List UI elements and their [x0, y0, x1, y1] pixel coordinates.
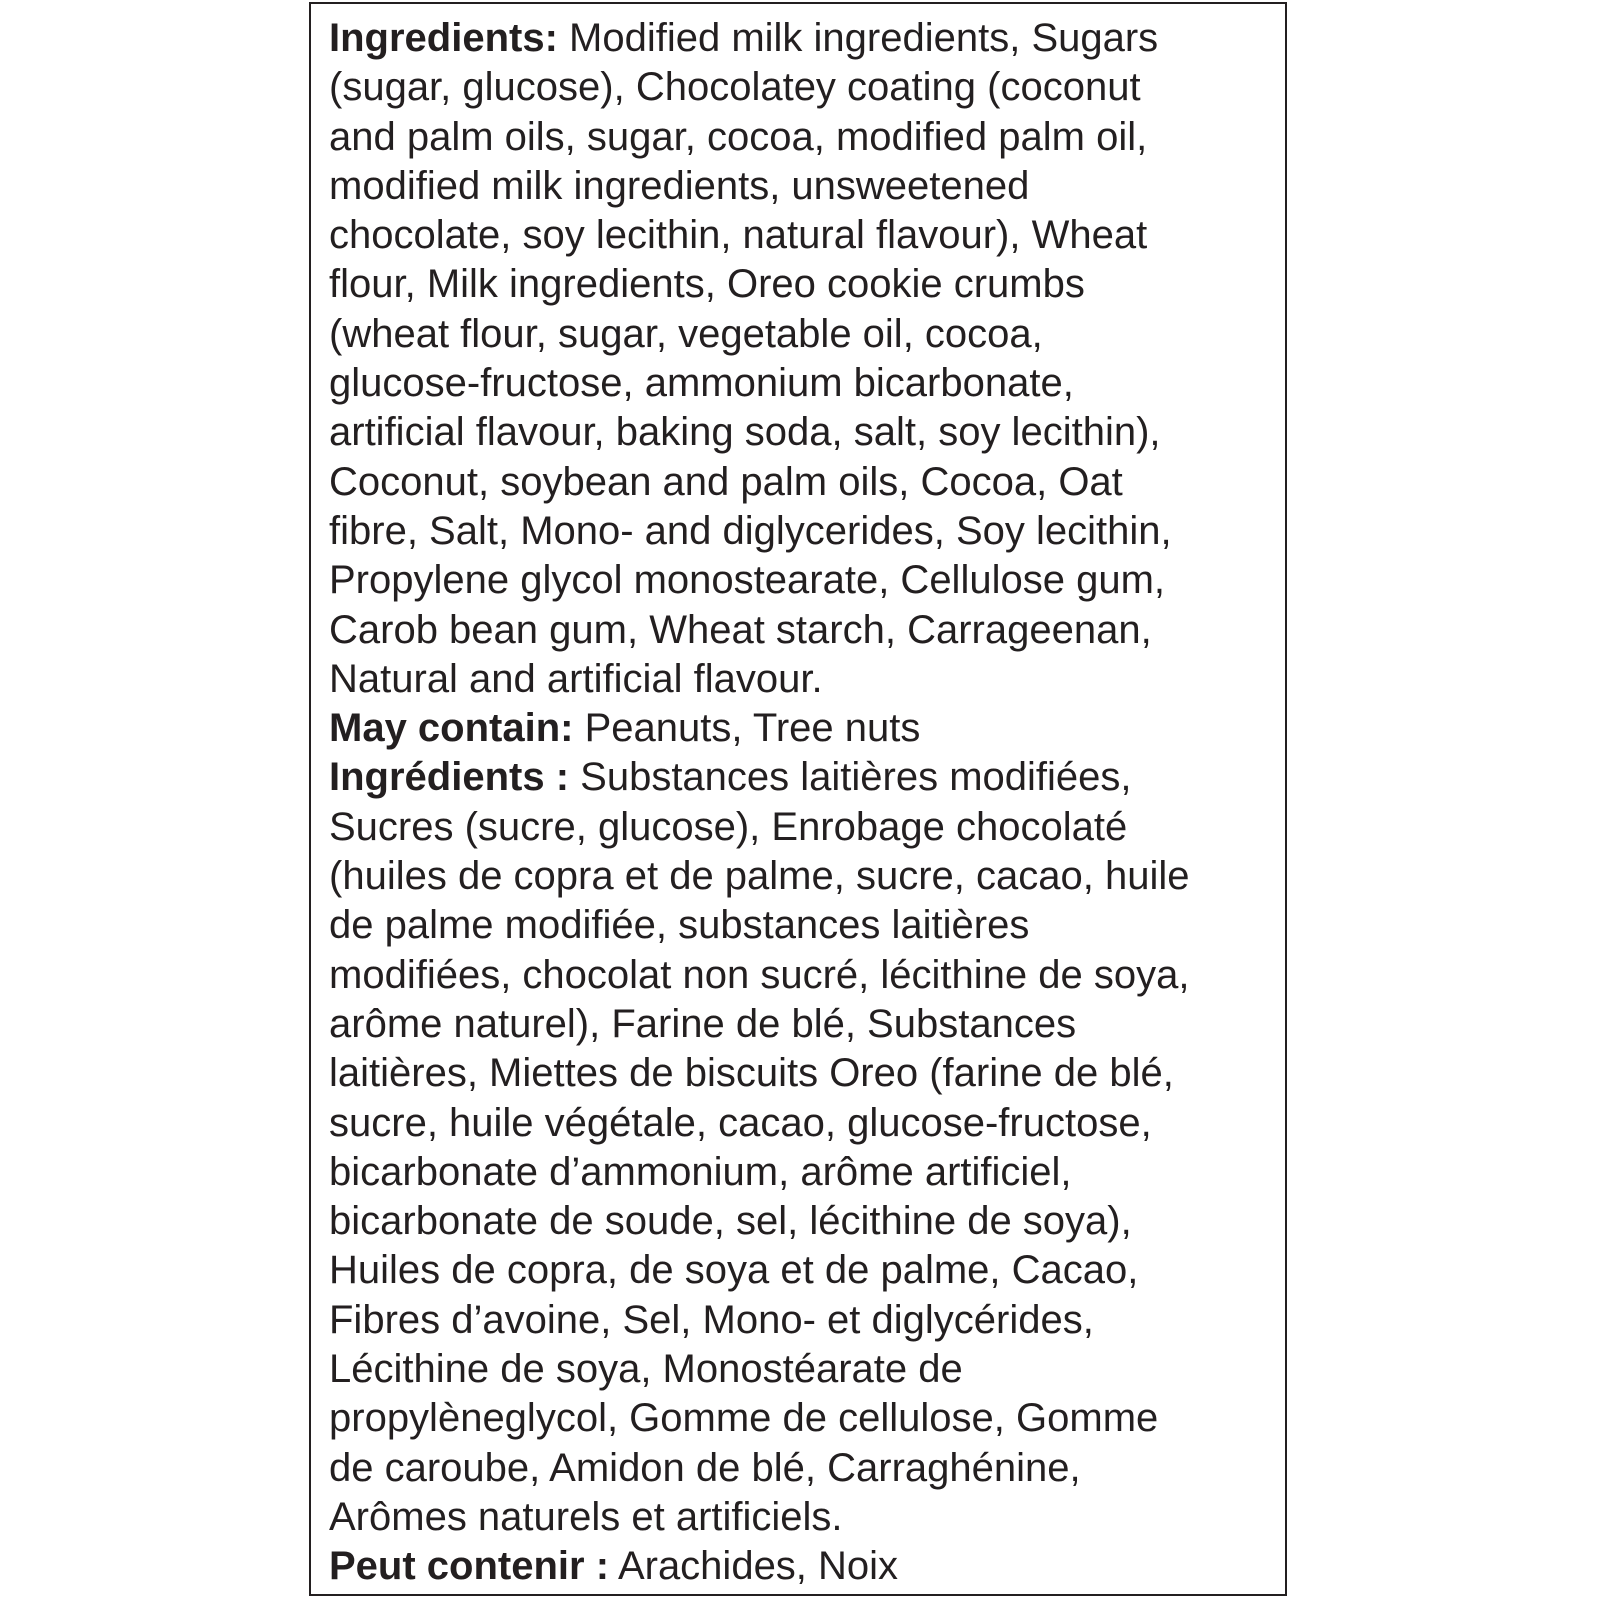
en-ingredients-line: fibre, Salt, Mono- and diglycerides, Soy lecithin, [329, 508, 1172, 553]
fr-ingredients-line: Huiles de copra, de soya et de palme, Cacao, [329, 1248, 1139, 1293]
en-ingredients-line: glucose-fructose, ammonium bicarbonate, [329, 361, 1074, 406]
en-ingredients-heading: Ingredients: [329, 16, 558, 60]
en-ingredients-line: chocolate, soy lecithin, natural flavour), Wheat [329, 213, 1148, 258]
fr-ingredients-line: bicarbonate d’ammonium, arôme artificiel, [329, 1149, 1072, 1194]
en-ingredients-line: flour, Milk ingredients, Oreo cookie crumbs [329, 262, 1085, 307]
fr-ingredients-line: de palme modifiée, substances laitières [329, 903, 1030, 948]
en-may-contain-line [329, 704, 1279, 753]
fr-ingredients-heading: Ingrédients : [329, 755, 570, 800]
fr-may-contain-line [329, 1542, 1279, 1591]
fr-ingredients-line: Lécithine de soya, Monostéarate de [329, 1347, 963, 1392]
fr-ingredients-line [329, 753, 1279, 802]
fr-ingredients-line: (huiles de copra et de palme, sucre, cacao, huile [329, 854, 1190, 899]
en-ingredients-line: Propylene glycol monostearate, Cellulose gum, [329, 558, 1165, 603]
en-ingredients-text: Modified milk ingredients, Sugars [557, 16, 1159, 60]
en-ingredients-line: modified milk ingredients, unsweetened [329, 163, 1030, 208]
en-may-contain-heading: May contain: [329, 706, 574, 751]
fr-may-contain-heading: Peut contenir : [329, 1544, 610, 1589]
en-ingredients-line: (wheat flour, sugar, vegetable oil, cocoa, [329, 311, 1043, 356]
fr-ingredients-line: Sucres (sucre, glucose), Enrobage chocolaté [329, 804, 1128, 849]
en-ingredients-line: and palm oils, sugar, cocoa, modified palm oil, [329, 114, 1148, 159]
fr-ingredients-line: de caroube, Amidon de blé, Carraghénine, [329, 1445, 1081, 1490]
fr-ingredients-line: arôme naturel), Farine de blé, Substances [329, 1001, 1077, 1046]
ingredients-label-panel [309, 2, 1287, 1596]
fr-ingredients-line: sucre, huile végétale, cacao, glucose-fructose, [329, 1100, 1152, 1145]
en-ingredients-line: artificial flavour, baking soda, salt, soy lecithin), [329, 410, 1161, 455]
fr-may-contain-text: Arachides, Noix [609, 1544, 899, 1589]
en-ingredients-line: Carob bean gum, Wheat starch, Carrageenan, [329, 607, 1152, 652]
fr-ingredients-line: Arômes naturels et artificiels. [329, 1494, 843, 1539]
fr-ingredients-line: Fibres d’avoine, Sel, Mono- et diglycérides, [329, 1297, 1094, 1342]
fr-ingredients-line: propylèneglycol, Gomme de cellulose, Gomme [329, 1396, 1159, 1441]
fr-ingredients-text: Substances laitières modifiées, [569, 755, 1132, 800]
fr-ingredients-line: laitières, Miettes de biscuits Oreo (farine de blé, [329, 1051, 1174, 1096]
fr-ingredients-line: bicarbonate de soude, sel, lécithine de soya), [329, 1199, 1132, 1244]
en-may-contain-text: Peanuts, Tree nuts [573, 706, 921, 751]
en-ingredients-line: Natural and artificial flavour. [329, 656, 823, 701]
en-ingredients-line: Coconut, soybean and palm oils, Cocoa, Oat [329, 459, 1123, 504]
fr-ingredients-line: modifiées, chocolat non sucré, lécithine de soya, [329, 952, 1190, 997]
en-ingredients-line: (sugar, glucose), Chocolatey coating (coconut [329, 65, 1141, 110]
ingredients-text-block [329, 14, 1279, 1592]
en-ingredients-line [329, 14, 1279, 63]
